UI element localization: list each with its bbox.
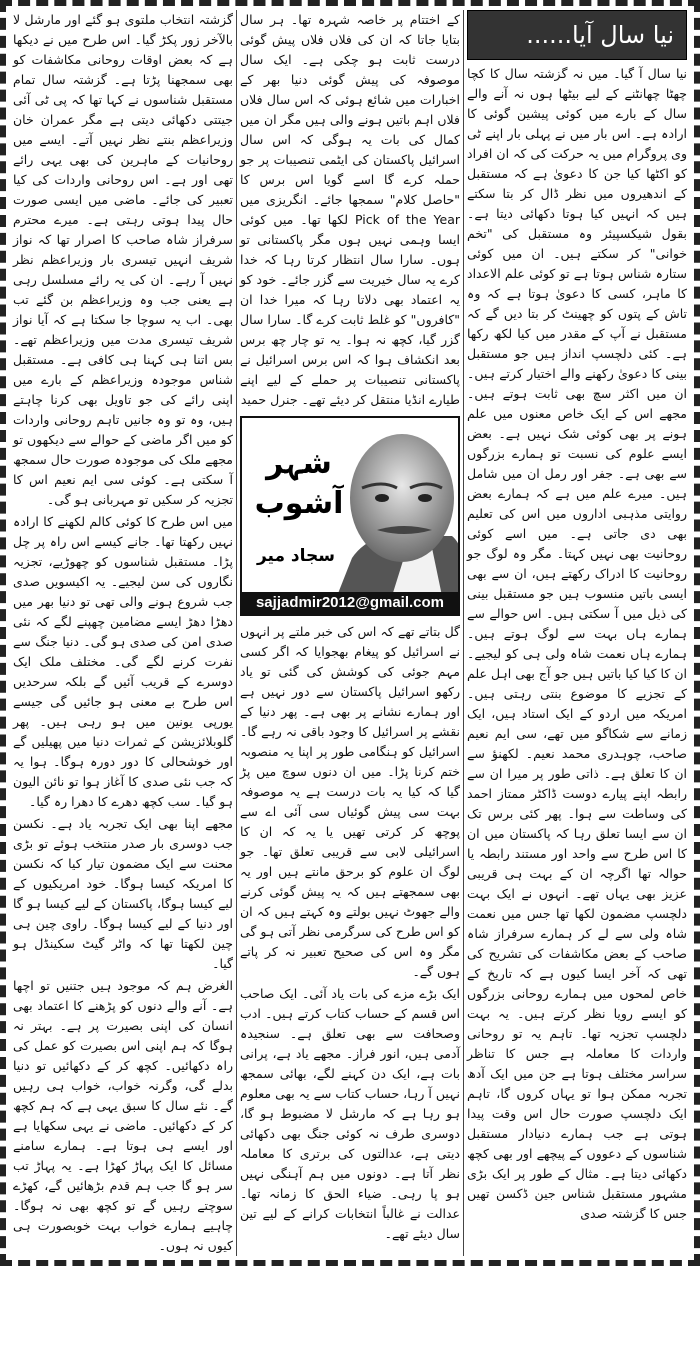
- paragraph: کے اختتام پر خاصہ شہرہ تھا۔ ہر سال بتایا جاتا کہ ان کی فلاں فلاں پیش گوئی درست ثابت ہو چکی ہے۔ ایک سال موصوفہ کی پیش گوئی دنیا بھر کے اخبارات میں شائع ہوئی کہ اس سال فلاں فلاں اہم باتیں ہونے والی ہیں مگر ان میں کمال کی بات یہ ہوگی کہ اس سال اسرائیل پاکستان کی ایٹمی تنصیبات پر جو حملہ کرے گا اسے گویا اس برس کا "حاصل کلام" سمجھا جائے۔ انگریزی میں Pick of the Year لکھا تھا۔ میں کوئی ایسا وہمی نہیں ہوں مگر پاکستانی تو ہوں۔ سارا سال انتظار کرتا رہا کہ خدا کرے یہ سال خیریت سے گزر جائے۔ خود کو یہ اعتماد بھی دلاتا رہا کہ میرا خدا ان "کافروں" کو غلط ثابت کرے گا۔ سارا سال گزر گیا، کچھ نہ ہوا۔ یہ تو چار چھ برس بعد انکشاف ہوا کہ اس برس اسرائیل نے پاکستانی تنصیبات پر حملے کے لیے اپنے طیارے انڈیا منتقل کر دیئے تھے۔ جنرل حمید: [240, 12, 460, 407]
- paragraph: مجھے اپنا بھی ایک تجربہ یاد ہے۔ نکسن جب دوسری بار صدر منتخب ہوئے تو بڑی محنت سے ایک مضمون تیار کیا کہ نکسن کا امریکہ کیسا ہوگا۔ خود امریکیوں کے لیے کیسا ہوگا، پاکستان کے لیے کیسا ہو گا اور دنیا کے لیے کیسا ہوگا۔ راوی چین ہی چین لکھتا تھا کہ واٹر گیٹ سکینڈل ہو گیا۔: [13, 816, 233, 971]
- column-middle-wrap: [236, 10, 464, 1256]
- column-right-wrap: [464, 10, 690, 1256]
- paragraph: الغرض ہم کہ موجود ہیں جتنیں تو اچھا ہے۔ آنے والے دنوں کو پڑھنے کا اعتماد بھی انسان کی اپنی بصیرت پر ہے۔ بہتر نہ ہوگا کہ ہم اپنی اس بصیرت کو عمل کی راہ دکھائیں۔ کچھ کر کے دکھائیں تو دنیا بدلے گی، وگرنہ خواب، خواب ہی رہیں گے۔ نئے سال کا سبق یہی ہے کہ ہم کچھ کر کے دکھائیں۔ ماضی نے یہی سکھایا ہے اور ایسے ہی ہوتا ہے۔ ہمارے سامنے مسائل کا ایک پہاڑ کھڑا ہے۔ یہ پہاڑ تب سر ہو گا جب ہم قدم بڑھائیں گے، کھڑے سوچتے رہیں گے تو کچھ بھی نہ ہوگا۔ چاہیے ہمارے خواب بہت خوبصورت ہی کیوں نہ ہوں۔: [13, 978, 233, 1253]
- author-email: sajjadmir2012@gmail.com: [242, 592, 458, 614]
- headline-text: نیا سال آیا: [571, 21, 674, 49]
- paragraph: نیا سال آ گیا۔ میں نہ گزشتہ سال کا کچا چھٹا چھانٹنے کے لیے بیٹھا ہوں نہ آنے والے سال کے بارے میں کوئی پیشین گوئی کا ارادہ ہے۔ اس بار میں نے پہلی بار اپنے ٹی وی پروگرام میں یہ حرکت کی کہ ان افراد کو اکٹھا کیا جن کا دعویٰ ہے کہ مستقبل کے اندھیروں میں نظر ڈال کر بتا سکتے ہیں کہ انہیں کیا ہوتا دکھائی دیتا ہے۔ بقول شیکسپیئر وہ مستقبل کی "تخم خوانی" کر سکتے ہیں۔ ان میں کوئی ستارہ شناس ہوتا ہے تو کوئی علم الاعداد کا ماہر، کسی کا دعویٰ ہوتا ہے کہ وہ تاش کے پتوں کو چھینٹ کر بتا دیں گے کہ مستقبل نے آپ کے مقدر میں کیا لکھ رکھا ہے۔ کئی دلچسپ انداز ہیں جو مستقبل بینی کا دعویٰ رکھنے والے اختیار کرتے ہیں۔ ان میں اکثر سچ بھی ثابت ہوتے ہیں۔ مجھے اس کے ایک خاص معنوں میں علم ہونے پر بھی کوئی شک نہیں ہے۔ بعض ایسے علوم کی نسبت تو ہمارے بزرگوں سے بھی ہے۔ جفر اور رمل ان میں شامل ہیں۔ میرے علم میں ہے کہ ہمارے بعض روایتی مذہبی اداروں میں اس کی تعلیم بھی دی جاتی ہے۔ میں اسے کوئی روحانیت بھی نہیں کہتا۔ مگر وہ لوگ جو روحانیت کا ادراک رکھتے ہیں، ان سے بھی ایسی باتیں منسوب ہیں جو مستقبل بینی کی ذیل میں آ سکتی ہیں۔ اس حوالے سے ہمارے ہاں بہت سے لوگ ہوتے ہیں۔ ہمارے ہاں نعمت شاہ ولی ہی کو لیجیے۔ ان کا کیا کیا باتیں ہیں جو آج بھی اہل علم کے تجزیے کا موضوع بنتی رہتی ہیں۔ امریکہ میں اردو کے ایک استاد ہیں، ایک زمانے سے شکاگو میں تھے، سی ایم نعیم صاحب، چوہدری محمد نعیم۔ لکھنؤ سے ان کا تعلق ہے۔ ذاتی طور پر میرا ان سے رابطہ اپنے پیارے دوست ڈاکٹر ممتاز احمد کی وساطت سے ہوا۔ پھر کئی برس تک ان سے ایسا تعلق رہا کہ پاکستان میں ان کا اس طرح سے واحد اور مستند رابطہ یا حوالہ تھا اگرچہ ان کے بہت ہی قریبی عزیز بھی یہاں تھے۔ انہوں نے ایک بہت دلچسپ مضمون لکھا تھا جس میں نعمت شاہ ولی سے لے کر ہمارے سرفراز شاہ صاحب کے بعض مکاشفات کی تشریح کی تھی کہ آخر ایسا کیوں ہے کہ تاریخ کے خاص لمحوں میں ہمارے روحانی بزرگوں کو ایسے رویا نظر کرتے ہیں۔ یہ بہت دلچسپ تجزیہ تھا۔ تاہم یہ تو روحانی واردات کا معاملہ ہے جس کا تناظر سراسر مختلف ہوتا ہے جن میں ایک آدھ تجربہ ممکن ہوا تو یہاں کروں گا، تاہم ایک دلچسپ صورت حال اس وقت پیدا ہوتی ہے جب ہمارے دنیادار مستقبل شناسوں کے دعووں کے پیچھے اور بھی کچھ دکھائی دیتا ہے۔ مثال کے طور پر ایک بڑی مشہور مستقبل شناس جین ڈکسن تھیں جس کا گزشتہ صدی: [467, 66, 687, 1221]
- paragraph: ایک بڑے مزے کی بات یاد آئی۔ ایک صاحب اس قسم کے حساب کتاب کرتے ہیں۔ ادب وصحافت سے بھی تعلق ہے۔ سنجیدہ آدمی ہیں، انور فراز۔ مجھے یاد ہے، پرانی بات ہے، ایک دن کہنے لگے، بھائی سمجھ نہیں آ رہا، حساب کتاب سے یہ بھی معلوم ہو رہا ہے کہ مارشل لا مضبوط ہو گا، دوسری طرف نہ کوئی جنگ بھی دکھائی دیتی ہے، عدالتوں کی برتری کا معاملہ نظر آتا ہے۔ دونوں میں ہم آہنگی نہیں ہو پا رہی۔ ضیاء الحق کا زمانہ تھا۔ عدالت نے غالباً انتخابات کرانے کے لیے تین سال دیئے تھے۔: [240, 986, 460, 1241]
- column-left: [13, 10, 233, 1256]
- paragraph: گزشتہ انتخاب ملتوی ہو گئے اور مارشل لا بالآخر زور پکڑ گیا۔ اس طرح میں نے دیکھا ہے کہ بعض اوقات روحانی مکاشفات کو بھی سمجھنا پڑتا ہے۔ گزشتہ سال تمام مستقبل شناسوں نے کہا تھا کہ پی ٹی آئی جیتتی دکھائی دیتی ہے مگر عمران خان وزیراعظم بنتے نظر نہیں آتے۔ ایسے میں روحانیات کے ماہرین کی بھی یہی رائے تھی اور ہے۔ اس روحانی واردات کی کیا تعبیر کی جائے۔ ماضی میں ایسی صورت حال پیدا ہوتی رہتی ہے۔ میرے محترم سرفراز شاہ صاحب کا اصرار تھا کہ نواز شریف انہیں تیسری بار وزیراعظم نظر نہیں آ رہے۔ ان کی یہ رائے مسلسل رہی ہے یعنی جب وہ وزیراعظم بن گئے تب بھی۔ اب یہ سوچا جا سکتا ہے کہ آیا نواز شریف تیسری مدت میں وزیراعظم تھے۔ بس اتنا ہی کہنا ہی کافی ہے۔ مستقبل شناس موجودہ وزیراعظم کے بارے میں اپنی رائے کی جو تاویل بھی کرنا چاہتے ہیں، وہ تو وہ جانیں تاہم روحانی واردات کو میں اگر ماضی کے حوالے سے دیکھوں تو مجھے ملک کی موجودہ صورت حال سمجھ آ سکتی ہے۔ کوئی سی ایم نعیم اس کا تجزیہ کر سکیں تو مہربانی ہو گی۔: [13, 12, 233, 507]
- paragraph: میں اس طرح کا کوئی کالم لکھنے کا ارادہ نہیں رکھتا تھا۔ جانے کیسے اس راہ پر چل پڑا۔ مستقبل شناسوں کو چھوڑیے، تجزیہ نگاروں کی سن لیجیے۔ یہ اکیسویں صدی جب شروع ہونے والی تھی تو دنیا بھر میں دھڑا دھڑ ایسے مضامین چھپنے لگے کہ نئی صدی امن کی صدی ہو گی۔ دنیا جنگ سے نفرت کرنے لگے گی۔ مختلف ملک ایک دوسرے کے قریب آئیں گے بلکہ سرحدیں اس طرح بے معنی ہو جائیں گی جیسے یورپی یونین میں ہو رہی ہیں۔ پھر گلوبلائزیشن کے ثمرات دنیا میں پھیلیں گے اور خوشحالی کا دور دورہ ہوگا۔ ہوا یہ کہ جب نئی صدی کا آغاز ہوا تو نائن الیون ہو گیا۔ سب کچھ دھرے کا دھرا رہ گیا۔: [13, 514, 233, 809]
- column-middle-bottom: [240, 622, 460, 1244]
- author-name: سجاد میر: [256, 546, 336, 566]
- headline: [467, 10, 687, 60]
- author-column-banner: [240, 416, 460, 616]
- headline-ellipsis: ......: [526, 21, 572, 49]
- article-columns: [10, 10, 690, 1256]
- column-series-name: شہر آشوب: [254, 446, 344, 521]
- column-left-wrap: [10, 10, 236, 1256]
- column-middle-top: [240, 10, 460, 410]
- paragraph: گل بتاتے تھے کہ اس کی خبر ملتے پر انہوں نے اسرائیل کو پیغام بھجوایا کہ اگر کسی مہم جوئی کی کوشش کی گئی تو یاد رکھو اسرائیل پاکستان سے دور نہیں ہے اور ہمارے نشانے پر بھی ہے۔ پھر دنیا کے نقشے پر اسرائیل کا وجود باقی نہ رہے گا۔ اسرائیل کو ہنگامی طور پر اپنا یہ منصوبہ ختم کرنا پڑا۔ میں ان دنوں سوچ میں پڑ گیا کہ کیا یہ بات درست ہے یہ موصوفہ بہت سی پیش گوئیاں سی آئی اے سے پوچھ کر کرتی تھیں یا یہ کہ ان کا اسرائیلی لابی سے قریبی تعلق تھا۔ جو لوگ ان علوم کو برحق مانتے ہیں اور یہ بھی سمجھتے ہیں کہ یہ پیش گوئی کرنے والے جھوٹ نہیں بولتے وہ کہتے ہیں کہ ان کو اس طرح کی سرگرمی نظر آتی ہو گی مگر وہ اس کی صحیح تعبیر نہ کر پاتے ہوں گے۔: [240, 624, 460, 979]
- column-right: [467, 64, 687, 1224]
